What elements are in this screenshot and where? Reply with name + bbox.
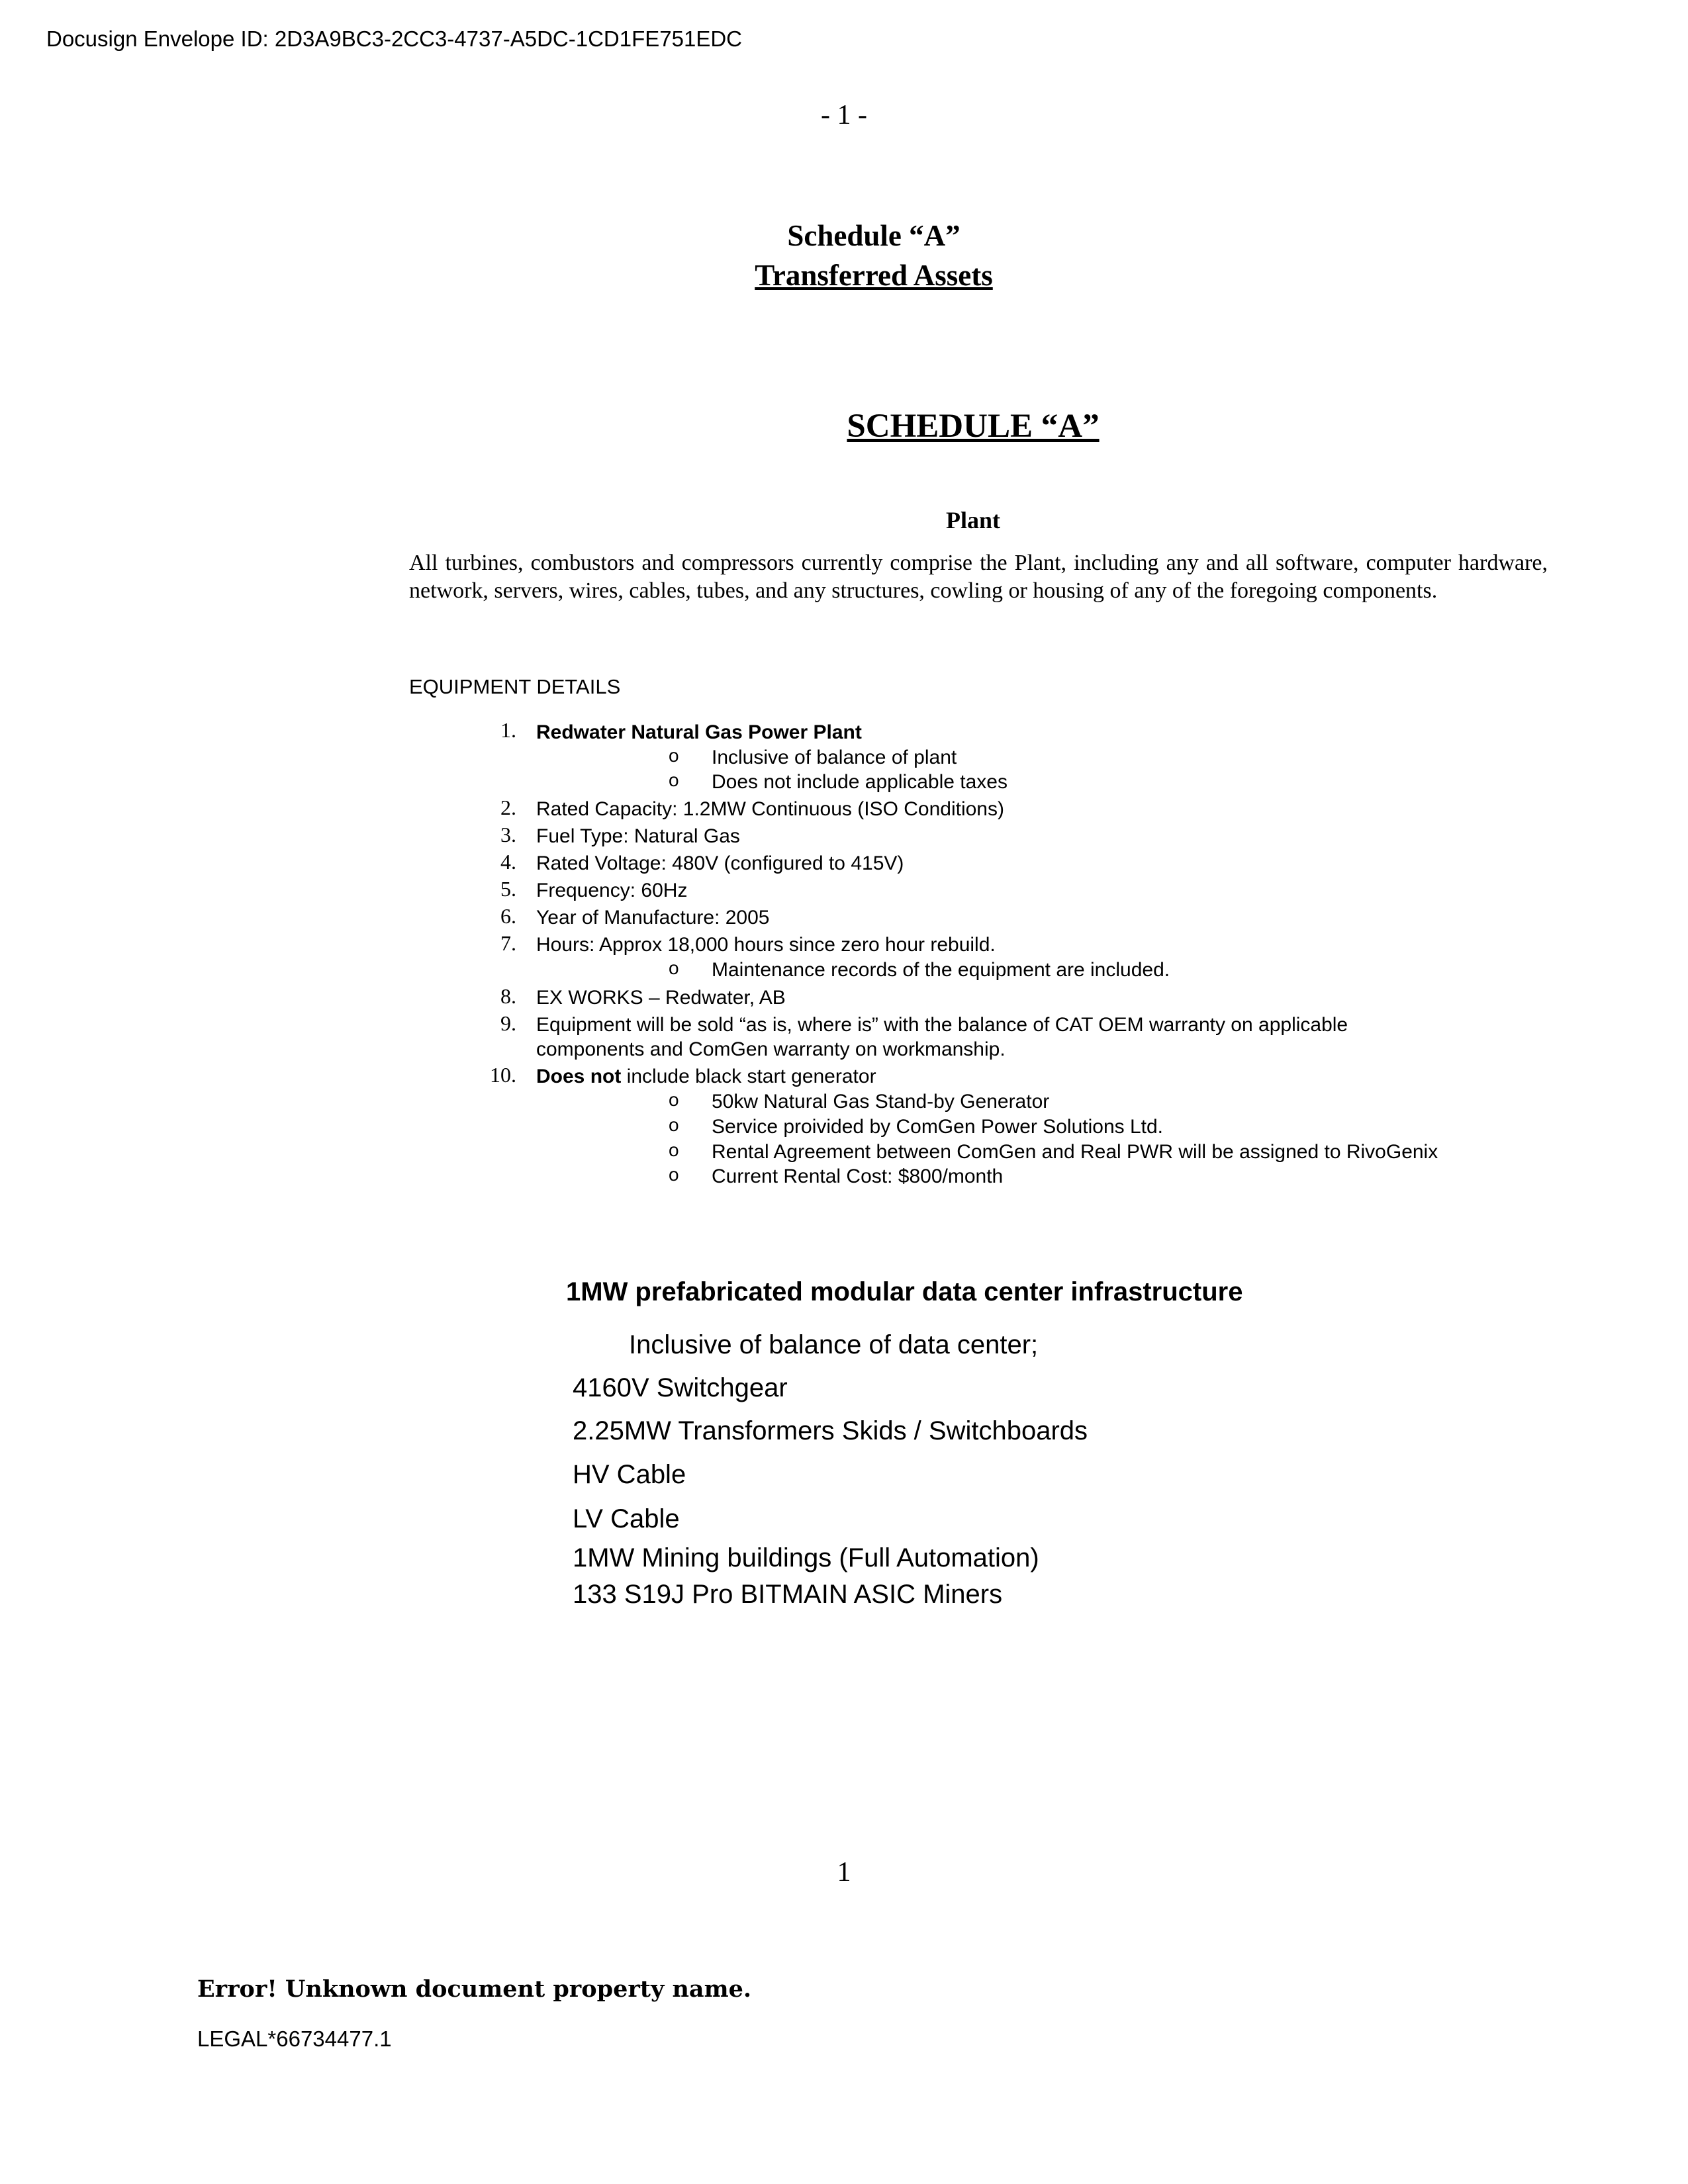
plant-paragraph: All turbines, combustors and compressors currently comprise the Plant, including any and all software, computer hardware, network, servers, wires, cables, tubes, and any structures, cowling or housing of any of the foregoing components.	[409, 551, 1548, 603]
list-item: Rated Capacity: 1.2MW Continuous (ISO Conditions)	[536, 798, 1004, 820]
data-center-heading: 1MW prefabricated modular data center infrastructure	[566, 1277, 1243, 1306]
page-header-number: - 1 -	[821, 100, 867, 130]
bullet-marker: o	[669, 958, 679, 978]
list-item-continuation: components and ComGen warranty on workmanship.	[536, 1038, 1006, 1060]
data-center-item: 4160V Switchgear	[573, 1373, 788, 1402]
data-center-item: HV Cable	[573, 1460, 686, 1489]
data-center-item: 1MW Mining buildings (Full Automation)	[573, 1543, 1039, 1572]
list-item-text: include black start generator	[621, 1066, 876, 1087]
list-item: Hours: Approx 18,000 hours since zero hour rebuild.	[536, 934, 996, 956]
schedule-title: Schedule “A”	[787, 219, 961, 252]
page-number: 1	[837, 1857, 851, 1888]
list-item: Year of Manufacture: 2005	[536, 907, 770, 929]
docusign-envelope-id: Docusign Envelope ID: 2D3A9BC3-2CC3-4737-A5DC-1CD1FE751EDC	[46, 26, 742, 51]
list-subitem: Does not include applicable taxes	[712, 771, 1008, 793]
list-number: 2.	[500, 796, 516, 819]
list-subitem: Rental Agreement between ComGen and Real PWR will be assigned to RivoGenix	[712, 1141, 1438, 1163]
schedule-subtitle: Transferred Assets	[755, 259, 993, 292]
list-item-emphasis: Does not	[536, 1066, 622, 1087]
list-item: Fuel Type: Natural Gas	[536, 825, 740, 847]
list-subitem: Service proivided by ComGen Power Solutions Ltd.	[712, 1116, 1164, 1138]
list-number: 5.	[500, 877, 516, 901]
list-number: 6.	[500, 904, 516, 928]
list-number: 7.	[500, 931, 516, 955]
bullet-marker: o	[669, 1115, 679, 1135]
list-number: 3.	[500, 823, 516, 846]
bullet-marker: o	[669, 745, 679, 766]
equipment-details-heading: EQUIPMENT DETAILS	[409, 675, 621, 698]
data-center-item: 2.25MW Transformers Skids / Switchboards	[573, 1416, 1088, 1445]
list-subitem: Current Rental Cost: $800/month	[712, 1165, 1004, 1187]
list-item: Redwater Natural Gas Power Plant	[536, 721, 862, 743]
list-item	[536, 1064, 876, 1089]
list-item: Rated Voltage: 480V (configured to 415V)	[536, 852, 904, 874]
bullet-marker: o	[669, 770, 679, 790]
list-number: 4.	[500, 850, 516, 874]
list-subitem: Inclusive of balance of plant	[712, 747, 957, 768]
plant-heading: Plant	[945, 507, 1000, 533]
data-center-item: 133 S19J Pro BITMAIN ASIC Miners	[573, 1580, 1003, 1609]
list-number: 1.	[500, 718, 516, 742]
list-subitem: 50kw Natural Gas Stand-by Generator	[712, 1091, 1050, 1113]
list-item: EX WORKS – Redwater, AB	[536, 987, 786, 1009]
list-item: Frequency: 60Hz	[536, 880, 688, 901]
list-number: 9.	[500, 1011, 516, 1035]
list-subitem: Maintenance records of the equipment are included.	[712, 959, 1170, 981]
list-number: 8.	[500, 984, 516, 1008]
data-center-item: LV Cable	[573, 1504, 680, 1533]
bullet-marker: o	[669, 1164, 679, 1185]
bullet-marker: o	[669, 1140, 679, 1160]
footer-error-text: Error! Unknown document property name.	[197, 1976, 752, 2003]
schedule-heading: SCHEDULE “A”	[847, 408, 1100, 445]
bullet-marker: o	[669, 1089, 679, 1110]
list-item: Equipment will be sold “as is, where is” with the balance of CAT OEM warranty on applicable	[536, 1014, 1348, 1036]
footer-legal-id: LEGAL*66734477.1	[197, 2026, 392, 2051]
list-number: 10.	[490, 1063, 516, 1087]
data-center-intro: Inclusive of balance of data center;	[629, 1330, 1039, 1359]
